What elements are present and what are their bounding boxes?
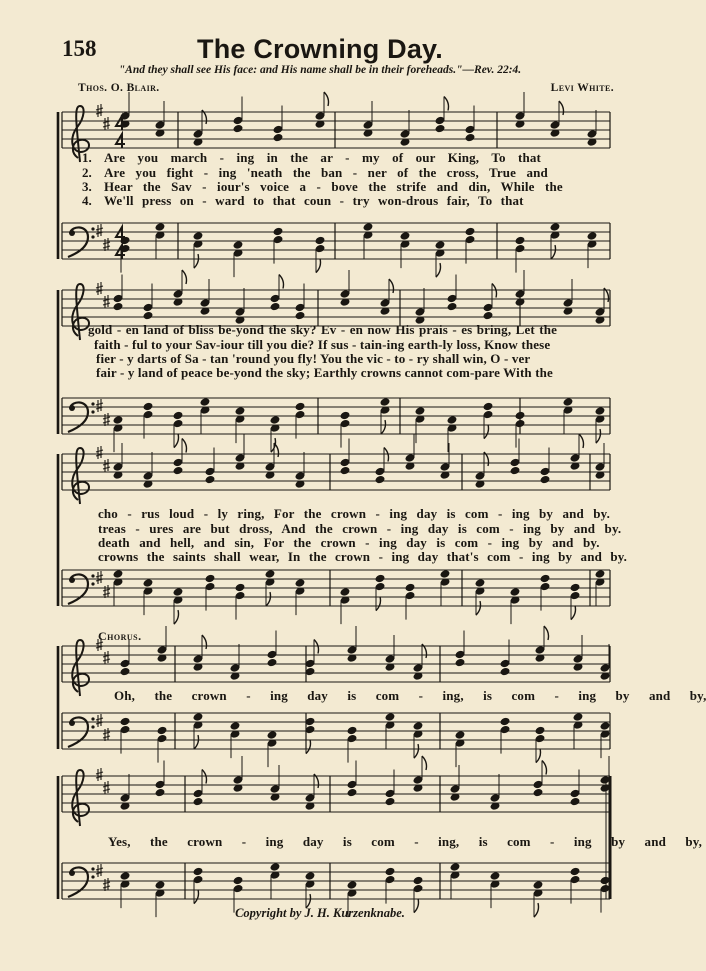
note-head [380,397,391,407]
note-head [347,788,358,798]
composer-credit: Levi White. [550,82,614,94]
sharp-icon [96,864,103,877]
note-flag [571,606,576,620]
lyric-line: gold - en land of bliss be-yond the sky? Ev - en now His prais - es bring, Let the [88,322,558,337]
note-head [533,880,544,890]
note-flag [579,434,584,448]
note-head [435,240,446,250]
note-head [515,411,526,421]
treble-clef-icon [72,770,89,826]
note-head [595,406,606,416]
bass-clef-icon [91,867,94,870]
note-head [540,574,551,584]
note-head [295,311,306,321]
note-head [587,231,598,241]
verse-number: 4. [82,193,92,208]
note-head [550,222,561,232]
note-head [363,222,374,232]
note-head [235,406,246,416]
sharp-icon [103,651,110,664]
note-head [113,415,124,425]
lyric-line: We'll press on - ward to that coun - try won-drous fair, To that [104,193,524,208]
note-head [233,124,244,134]
note-head [385,712,396,722]
note-head [315,236,326,246]
bass-clef-icon [91,227,94,230]
note-head [573,712,584,722]
note-head [400,231,411,241]
note-head [510,466,521,476]
note-head [113,302,124,312]
note-head [570,583,581,593]
note-head [265,569,276,579]
sharp-icon [96,768,103,781]
note-flag [174,434,179,448]
note-head [200,397,211,407]
note-flag [542,761,547,775]
lyric-line: fair - y land of peace be-yond the sky; Earthly crowns cannot com-pare With the [96,365,553,380]
note-head [455,658,466,668]
note-head [155,222,166,232]
lyric-line: fier - y darts of Sa - tan 'round you fly! You the vic - to - ry shall win, O - ver [96,351,531,366]
note-flag [436,263,441,277]
scripture-epigraph: "And they shall see His face: and His name shall be in their foreheads."—Rev. 22:4. [118,64,522,76]
note-head [455,730,466,740]
note-head [295,578,306,588]
note-flag [476,601,481,615]
note-head [483,311,494,321]
lyric-line: faith - ful to your Sav-iour till you die? If sus - tain-ing earth-ly loss, Know these [94,337,551,352]
note-head [143,311,154,321]
note-flag [279,275,284,289]
note-head [475,578,486,588]
note-head [157,726,168,736]
note-head [155,880,166,890]
verse-number: 3. [82,179,92,194]
bass-clef-icon [69,577,75,583]
bass-clef-icon [69,405,75,411]
note-head [450,862,461,872]
note-flag [536,749,541,763]
treble-clef-icon [72,448,89,504]
lyric-line: crowns the saints shall wear, In the crown - ing day that's com - ing by and by. [98,549,628,564]
note-flag [182,270,187,284]
note-head [447,302,458,312]
note-flag [194,254,199,268]
note-head [193,231,204,241]
note-head [540,475,551,485]
note-head [193,797,204,807]
note-head [515,236,526,246]
note-head [500,667,511,677]
sharp-icon [103,238,110,251]
note-head [143,578,154,588]
note-head [413,721,424,731]
note-flag [174,610,179,624]
lyric-line: Oh, the crown - ing day is com - ing, is com - ing by and by, [114,688,706,703]
lyricist-credit: Thos. O. Blair. [78,82,160,94]
note-head [267,658,278,668]
lyric-line: Are you march - ing in the ar - my of our King, To that [104,150,542,165]
note-flag [316,259,321,273]
note-flag [389,279,394,293]
bass-clef-icon [69,720,75,726]
bass-clef-icon [91,875,94,878]
bass-clef-icon [69,870,75,876]
hymn-title: The Crowning Day. [197,34,443,64]
lyric-line: treas - ures are but dross, And the crown - ing day is com - ing by and by. [98,521,622,536]
note-head [375,475,386,485]
note-head [120,871,131,881]
note-flag [271,438,276,452]
note-head [570,797,581,807]
note-flag [484,425,489,439]
note-head [447,415,458,425]
note-head [273,227,284,237]
note-head [490,871,501,881]
note-head [435,124,446,134]
sharp-icon [96,224,103,237]
note-flag [194,890,199,904]
treble-clef-icon [72,284,89,340]
note-head [563,397,574,407]
bass-clef-icon [91,402,94,405]
treble-clef-icon [72,640,89,696]
sharp-icon [103,413,110,426]
lyric-line: cho - rus loud - ly ring, For the crown - ing day is com - ing by and by. [98,506,610,521]
note-flag [551,245,556,259]
note-head [385,867,396,877]
note-flag [444,97,449,111]
note-flag [266,592,271,606]
note-head [120,667,131,677]
note-head [120,717,131,727]
sharp-icon [96,571,103,584]
chorus-label: Chorus. [98,629,142,643]
verse-number: 1. [82,150,92,165]
sharp-icon [103,117,110,130]
note-head [205,475,216,485]
lyric-line: Yes, the crown - ing day is com - ing, is com - ing by and by, [108,834,703,849]
sharp-icon [96,104,103,117]
sharp-icon [96,282,103,295]
note-head [155,788,166,798]
note-head [340,411,351,421]
verse-number: 2. [82,165,92,180]
sharp-icon [103,459,110,472]
note-head [273,133,284,143]
note-head [533,788,544,798]
note-head [173,587,184,597]
bass-clef-icon [91,410,94,413]
page-number: 158 [62,36,97,61]
note-head [270,302,281,312]
note-head [305,871,316,881]
note-head [205,574,216,584]
note-head [270,862,281,872]
bass-clef-icon [91,235,94,238]
note-head [347,726,358,736]
note-flag [414,744,419,758]
sharp-icon [103,585,110,598]
note-head [173,466,184,476]
sharp-icon [103,728,110,741]
sharp-icon [96,399,103,412]
sharp-icon [96,446,103,459]
note-head [415,406,426,416]
note-head [173,411,184,421]
note-head [230,721,241,731]
sharp-icon [96,714,103,727]
sharp-icon [103,781,110,794]
note-head [405,583,416,593]
note-flag [194,735,199,749]
note-head [595,569,606,579]
note-head [193,867,204,877]
note-flag [559,101,564,115]
note-head [340,466,351,476]
note-head [113,569,124,579]
note-flag [544,626,549,640]
note-flag [422,756,427,770]
note-head [385,797,396,807]
note-head [500,717,511,727]
lyric-line: Are you fight - ing 'neath the ban - ner of the cross, True and [104,165,548,180]
note-flag [596,429,601,443]
note-flag [182,439,187,453]
time-signature [116,134,125,148]
note-head [600,721,611,731]
note-flag [376,597,381,611]
note-head [267,730,278,740]
note-head [570,867,581,877]
note-head [440,569,451,579]
sharp-icon [103,295,110,308]
note-head [143,402,154,412]
note-head [510,587,521,597]
lyric-line: Hear the Sav - iour's voice a - bove the strife and din, While the [104,179,563,194]
note-head [465,133,476,143]
note-head [375,574,386,584]
bass-clef-icon [91,717,94,720]
note-head [193,712,204,722]
sharp-icon [103,878,110,891]
note-head [235,583,246,593]
note-head [233,876,244,886]
note-flag [306,740,311,754]
note-flag [381,420,386,434]
note-head [535,726,546,736]
note-head [233,240,244,250]
note-head [347,880,358,890]
note-head [295,402,306,412]
note-flag [324,92,329,106]
note-head [465,227,476,237]
bass-clef-icon [69,230,75,236]
note-flag [202,635,207,649]
bass-clef-icon [91,574,94,577]
note-head [483,402,494,412]
bass-clef-icon [91,582,94,585]
bass-clef-icon [91,725,94,728]
lyric-line: death and hell, and sin, For the crown - ing day is com - ing by and by. [98,535,600,550]
copyright-notice: Copyright by J. H. Kurzenknabe. [235,906,405,920]
note-head [270,415,281,425]
note-head [340,587,351,597]
note-head [413,876,424,886]
